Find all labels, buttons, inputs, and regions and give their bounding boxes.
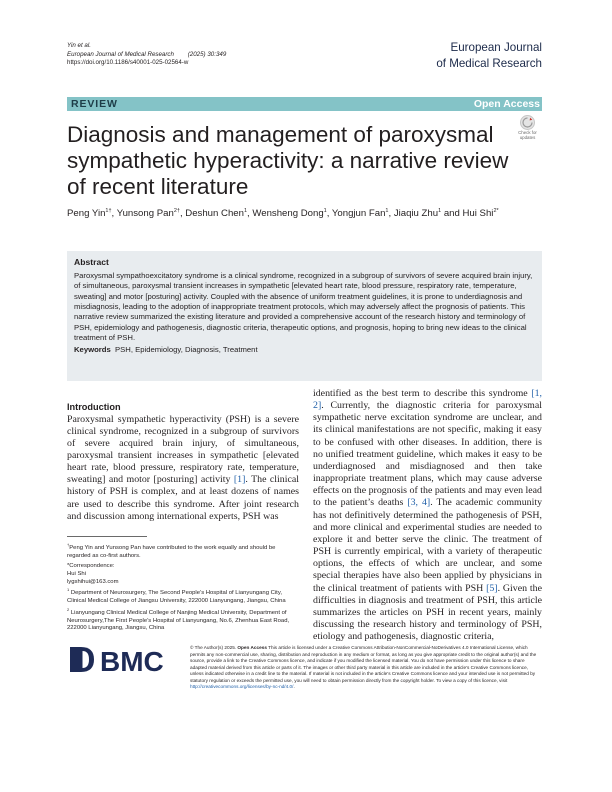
article-type-label: REVIEW	[71, 98, 118, 110]
check-for-updates-icon	[520, 115, 535, 130]
journal-name-line2: of Medical Research	[436, 56, 542, 70]
author-separator: ,	[388, 208, 394, 220]
author-name[interactable]: Yongjun Fan	[331, 208, 386, 220]
correspondence-email[interactable]: lygshihui@163.com	[67, 578, 119, 585]
author-separator: ,	[179, 208, 186, 220]
check-for-updates-text	[513, 131, 542, 141]
article-type-bar	[67, 97, 542, 111]
citation-year-volume: (2025) 30:349	[187, 50, 227, 58]
badge-line2: updates	[519, 134, 536, 140]
body-left-column	[67, 401, 299, 523]
left-paragraph	[67, 414, 299, 523]
citation-link[interactable]: [1, 2]	[313, 388, 542, 412]
correspondence-name: Hui Shi	[67, 571, 86, 578]
citation-link[interactable]: [1]	[233, 474, 246, 486]
author-separator: ,	[111, 208, 117, 220]
left-text-1: Paroxysmal sympathetic hyperactivity (PSH) is a severe clinical syndrome, recognized in a subgroup of survivors of severe acquired brain injury, of simultaneous, paroxysmal transient increases in sympathetic [elevated heart rate, blood pressure, respiratory rate, temperature, sweating] and motor [posturing] activity	[67, 413, 299, 486]
citation-link[interactable]: [5]	[486, 582, 498, 594]
correspondence-label: *Correspondence:	[67, 563, 115, 570]
author-name[interactable]: Hui Shi	[462, 208, 494, 220]
footnote-divider	[67, 536, 147, 537]
equal-contribution-note: †Peng Yin and Yunsong Pan have contributed to the work equally and should be regarded as co-first authors.	[67, 542, 276, 559]
author-separator: ,	[326, 208, 332, 220]
section-heading-introduction: Introduction	[67, 402, 121, 412]
author-affiliation-marker: 1	[323, 208, 327, 214]
right-text-1: identified as the best term to describe this syndrome	[313, 388, 532, 399]
affiliation-2: $^2$ Lianyungang Clinical Medical College of Nanjing Medical University, Department of Neurosurgery,The First People’s Hospital of Lianyungang, No.6, Zhenhua East Road, 222000 Lianyungang, Jiangsu, China	[67, 606, 290, 632]
license-text: This article is licensed under a Creative Commons Attribution-NonCommercial-NoDerivatives 4.0 International License, which permits any non-commercial use, sharing, distribution and reproduction in any medium or format, as long as you give appropriate credit to the original author(s) and the source, provide a link to the Creative Commons licence, and indicate if you modified the licensed material. You do not have permission under this licence to share adapted material derived from this article or parts of it. The images or other third party material in this article are included in the article’s Creative Commons licence, unless indicated otherwise in a credit line to the material. If material is not included in the article’s Creative Commons licence and your intended use is not permitted by statutory regulation or exceeds the permitted use, you will need to obtain permission directly from the copyright holder. To view a copy of this licence, visit	[190, 645, 537, 683]
author-name[interactable]: Deshun Chen	[185, 208, 244, 220]
keywords-list: PSH, Epidemiology, Diagnosis, Treatment	[115, 345, 258, 355]
journal-name	[436, 40, 542, 71]
license-prefix: © The Author(s) 2025.	[190, 645, 238, 650]
author-affiliation-marker: 1	[438, 208, 442, 214]
citation-link[interactable]: [3, 4]	[407, 497, 431, 509]
author-name[interactable]: Jiaqiu Zhu	[393, 208, 439, 220]
author-affiliation-marker: 1	[385, 208, 389, 214]
bmc-logo-graphic	[67, 641, 177, 678]
license-link[interactable]: http://creativecommons.org/licenses/by-nc-nd/4.0/	[190, 684, 294, 690]
affiliation-2-text: Lianyungang Clinical Medical College of Nanjing Medical University, Department of Neurosurgery,The First People’s Hospital of Lianyungang, No.6, Zhenhua East Road, 222000 Lianyungang, Jiangsu, China	[67, 609, 290, 632]
author-separator: ,	[247, 208, 253, 220]
doi-link[interactable]: https://doi.org/10.1186/s40001-025-02564-w	[67, 59, 189, 67]
affiliation-1-text: Department of Neurosurgery, The Second People’s Hospital of Lianyungang City, Clinical Medical College of Jiangsu University, 222000 Lianyungang, Jiangsu, China	[67, 590, 286, 605]
journal-name-line1: European Journal	[450, 41, 542, 54]
equal-contribution-text: Peng Yin and Yunsong Pan have contributed to the work equally and should be regarded as co-first authors.	[67, 544, 276, 559]
author-list	[67, 205, 547, 220]
check-for-updates-badge[interactable]	[513, 115, 542, 145]
license-statement	[190, 645, 542, 691]
abstract-box	[67, 251, 542, 381]
author-affiliation-marker: 2†	[173, 208, 180, 214]
abstract-text: Paroxysmal sympathoexcitatory syndrome is a clinical syndrome, recognized in a subgroup of survivors of severe acquired brain injury, of simultaneous, paroxysmal transient increases in sympathetic [elevated heart rate, blood pressure, respiratory rate, temperature, sweating] and motor [posturing] activity. Coupled with the absence of uniform treatment guidelines, it is prone to underdiagnosis and misdiagnosis, leading to the adoption of inappropriate treatment protocols, which may adversely affect the prognosis of patients. This narrative review summarized the existing literature and provided a comprehensive account of the research history and terminology of PSH, epidemiology and pathogenesis, diagnostic criteria, therapeutic options, and prognosis, hoping to bring new ideas to the clinical treatment of PSH.	[74, 271, 533, 343]
author-separator: and	[441, 208, 463, 220]
open-access-label: Open Access	[473, 98, 540, 110]
article-title: Diagnosis and management of paroxysmal sympathetic hyperactivity: a narrative review of recent literature	[67, 122, 509, 199]
author-affiliation-marker: 1†	[105, 208, 112, 214]
bmc-logo-text: BMC	[100, 646, 164, 677]
author-affiliation-marker: 1	[243, 208, 248, 214]
right-text-2: . Currently, the diagnostic criteria for paroxysmal sympathetic nerve excitation syndrome are unclear, and its clinical manifestations are not specific, making it easy to be confused with other diseases. In addition, there is no unified treatment guideline, which makes it easy to be underdiagnosed and misdiagnosed and then take inappropriate treatment plans, which may cause adverse effects on the prognosis of the patients and may even lead to the patient’s deaths	[313, 400, 542, 509]
keywords-label: Keywords	[74, 345, 111, 355]
left-text-2: . The clinical history of PSH is complex, and at least dozens of names are used to describe this syndrome. After joint research and discussion among international experts, PSH was	[67, 474, 299, 522]
body-right-column	[313, 388, 542, 643]
license-open-access: Open Access	[237, 645, 267, 650]
author-name[interactable]: Yunsong Pan	[116, 208, 174, 220]
badge-line1: Check for	[518, 130, 537, 135]
affiliation-1: $^1$ Department of Neurosurgery, The Second People’s Hospital of Lianyungang City, Clinical Medical College of Jiangsu University, 222000 Lianyungang, Jiangsu, China	[67, 587, 286, 605]
citation-line	[67, 51, 226, 60]
license-end: .	[293, 684, 295, 690]
bmc-logo	[67, 641, 177, 678]
right-text-3: . The academic community has not definitively determined the pathogenesis of PSH, and more clinical and experimental studies are needed to explore it and better serve the clinic. The treatment of PSH is currently empirical, with a variety of therapeutic options, the effects of which are unclear, and some special therapies have also been applied by physicians in the clinical treatment of patients with PSH	[313, 497, 543, 594]
author-name[interactable]: Wensheng Dong	[252, 208, 324, 220]
right-text-4: . Given the difficulties in diagnosis and treatment of PSH, this article summarizes the articles on PSH in recent years, mainly discussing the research history and terminology of PSH, etiology and pathogenesis, diagnostic criteria,	[313, 582, 542, 643]
keywords	[74, 345, 535, 356]
footnotes	[67, 541, 299, 633]
author-name[interactable]: Peng Yin	[67, 208, 106, 220]
running-authors: Yin et al.	[67, 42, 91, 49]
article-meta	[67, 42, 226, 68]
author-affiliation-marker: 2*	[493, 208, 499, 214]
abstract-heading: Abstract	[74, 257, 109, 267]
journal-citation-name: European Journal of Medical Research	[67, 50, 174, 58]
